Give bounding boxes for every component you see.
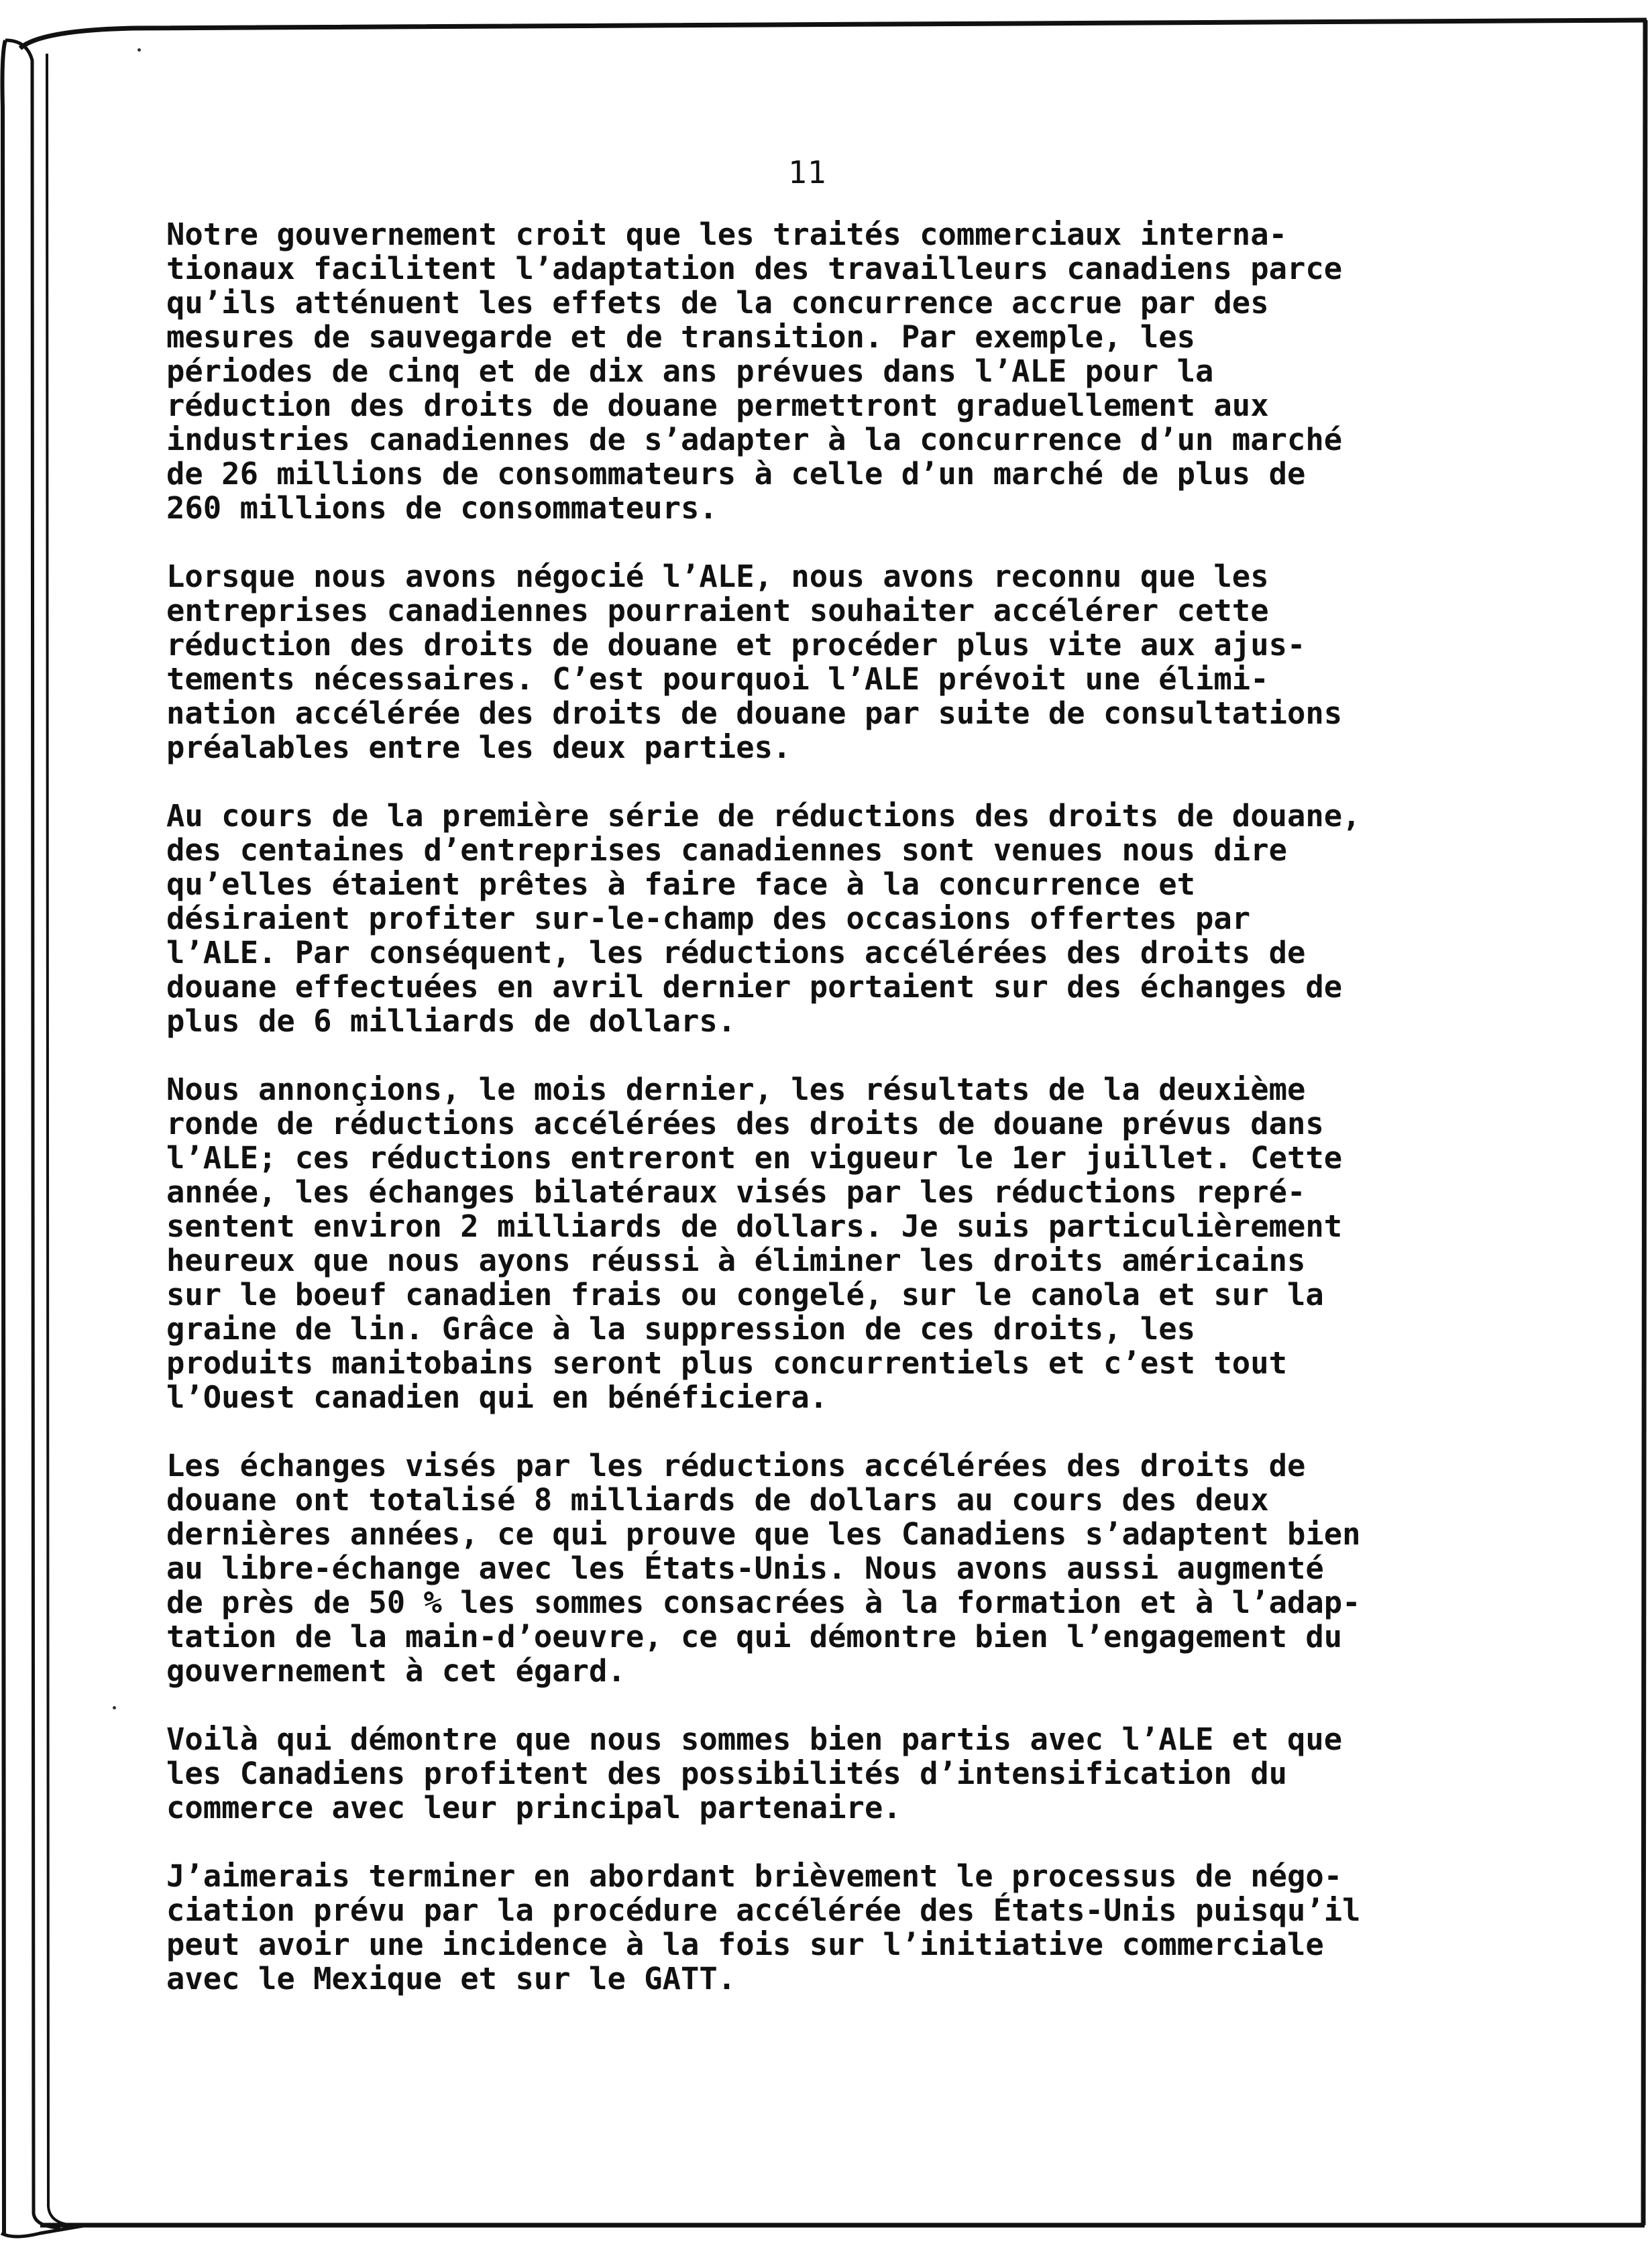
paragraph bbox=[166, 217, 1515, 525]
text-line: sur le boeuf canadien frais ou congelé, sur le canola et sur la bbox=[166, 1277, 1324, 1312]
text-line: réduction des droits de douane permettront graduellement aux bbox=[166, 388, 1269, 423]
text-line: Les échanges visés par les réductions accélérées des droits de bbox=[166, 1448, 1306, 1483]
text-line: tements nécessaires. C’est pourquoi l’ALE prévoit une élimi- bbox=[166, 661, 1269, 697]
text-line: graine de lin. Grâce à la suppression de ces droits, les bbox=[166, 1311, 1196, 1347]
text-line: dernières années, ce qui prouve que les Canadiens s’adaptent bien bbox=[166, 1516, 1361, 1552]
text-line: J’aimerais terminer en abordant brièvement le processus de négo- bbox=[166, 1858, 1343, 1894]
text-line: année, les échanges bilatéraux visés par les réductions repré- bbox=[166, 1174, 1306, 1210]
text-line: Lorsque nous avons négocié l’ALE, nous avons reconnu que les bbox=[166, 559, 1269, 594]
text-line: douane effectuées en avril dernier portaient sur des échanges de bbox=[166, 969, 1343, 1005]
text-line: les Canadiens profitent des possibilités d’intensification du bbox=[166, 1756, 1287, 1791]
text-line: gouvernement à cet égard. bbox=[166, 1653, 626, 1689]
text-line: l’ALE; ces réductions entreront en vigueur le 1er juillet. Cette bbox=[166, 1140, 1343, 1176]
page-number: 11 bbox=[788, 154, 827, 190]
text-line: au libre-échange avec les États-Unis. Nous avons aussi augmenté bbox=[166, 1551, 1324, 1586]
text-line: réduction des droits de douane et procéder plus vite aux ajus- bbox=[166, 627, 1306, 663]
text-line: commerce avec leur principal partenaire. bbox=[166, 1790, 901, 1825]
text-line: sentent environ 2 milliards de dollars. Je suis particulièrement bbox=[166, 1208, 1343, 1244]
text-line: tation de la main-d’oeuvre, ce qui démontre bien l’engagement du bbox=[166, 1619, 1343, 1654]
text-line: l’ALE. Par conséquent, les réductions accélérées des droits de bbox=[166, 935, 1306, 970]
text-line: nation accélérée des droits de douane par suite de consultations bbox=[166, 695, 1343, 731]
text-line: plus de 6 milliards de dollars. bbox=[166, 1003, 736, 1039]
text-line: qu’ils atténuent les effets de la concurrence accrue par des bbox=[166, 285, 1269, 321]
text-line: produits manitobains seront plus concurrentiels et c’est tout bbox=[166, 1345, 1287, 1381]
stray-mark bbox=[113, 1706, 116, 1709]
paragraph bbox=[166, 799, 1515, 1038]
text-line: périodes de cinq et de dix ans prévues dans l’ALE pour la bbox=[166, 353, 1214, 389]
text-line: heureux que nous ayons réussi à éliminer les droits américains bbox=[166, 1243, 1306, 1278]
paragraph bbox=[166, 1722, 1515, 1825]
text-line: entreprises canadiennes pourraient souhaiter accélérer cette bbox=[166, 593, 1269, 628]
paragraph bbox=[166, 1072, 1515, 1414]
text-line: ciation prévu par la procédure accélérée des États-Unis puisqu’il bbox=[166, 1893, 1361, 1928]
text-line: de 26 millions de consommateurs à celle d’un marché de plus de bbox=[166, 456, 1306, 492]
text-line: tionaux facilitent l’adaptation des travailleurs canadiens parce bbox=[166, 251, 1343, 286]
text-line: qu’elles étaient prêtes à faire face à la concurrence et bbox=[166, 866, 1196, 902]
text-line: Notre gouvernement croit que les traités commerciaux interna- bbox=[166, 217, 1287, 252]
text-line: industries canadiennes de s’adapter à la concurrence d’un marché bbox=[166, 422, 1343, 457]
text-line: Au cours de la première série de réductions des droits de douane, bbox=[166, 798, 1361, 834]
text-line: de près de 50 % les sommes consacrées à la formation et à l’adap- bbox=[166, 1585, 1361, 1620]
stray-mark bbox=[137, 48, 141, 52]
text-line: désiraient profiter sur-le-champ des occasions offertes par bbox=[166, 901, 1251, 936]
text-line: Voilà qui démontre que nous sommes bien partis avec l’ALE et que bbox=[166, 1722, 1343, 1757]
text-line: l’Ouest canadien qui en bénéficiera. bbox=[166, 1380, 828, 1415]
text-line: ronde de réductions accélérées des droits de douane prévus dans bbox=[166, 1106, 1324, 1141]
text-line: préalables entre les deux parties. bbox=[166, 730, 791, 765]
text-line: 260 millions de consommateurs. bbox=[166, 490, 718, 526]
paragraph bbox=[166, 1859, 1515, 1996]
text-line: Nous annonçions, le mois dernier, les résultats de la deuxième bbox=[166, 1072, 1306, 1107]
text-line: mesures de sauvegarde et de transition. Par exemple, les bbox=[166, 319, 1196, 355]
text-line: douane ont totalisé 8 milliards de dollars au cours des deux bbox=[166, 1482, 1269, 1518]
body-text bbox=[166, 217, 1515, 2030]
paragraph bbox=[166, 559, 1515, 765]
text-line: des centaines d’entreprises canadiennes sont venues nous dire bbox=[166, 832, 1287, 868]
text-line: avec le Mexique et sur le GATT. bbox=[166, 1961, 736, 1996]
paragraph bbox=[166, 1449, 1515, 1688]
text-line: peut avoir une incidence à la fois sur l’initiative commerciale bbox=[166, 1927, 1324, 1962]
